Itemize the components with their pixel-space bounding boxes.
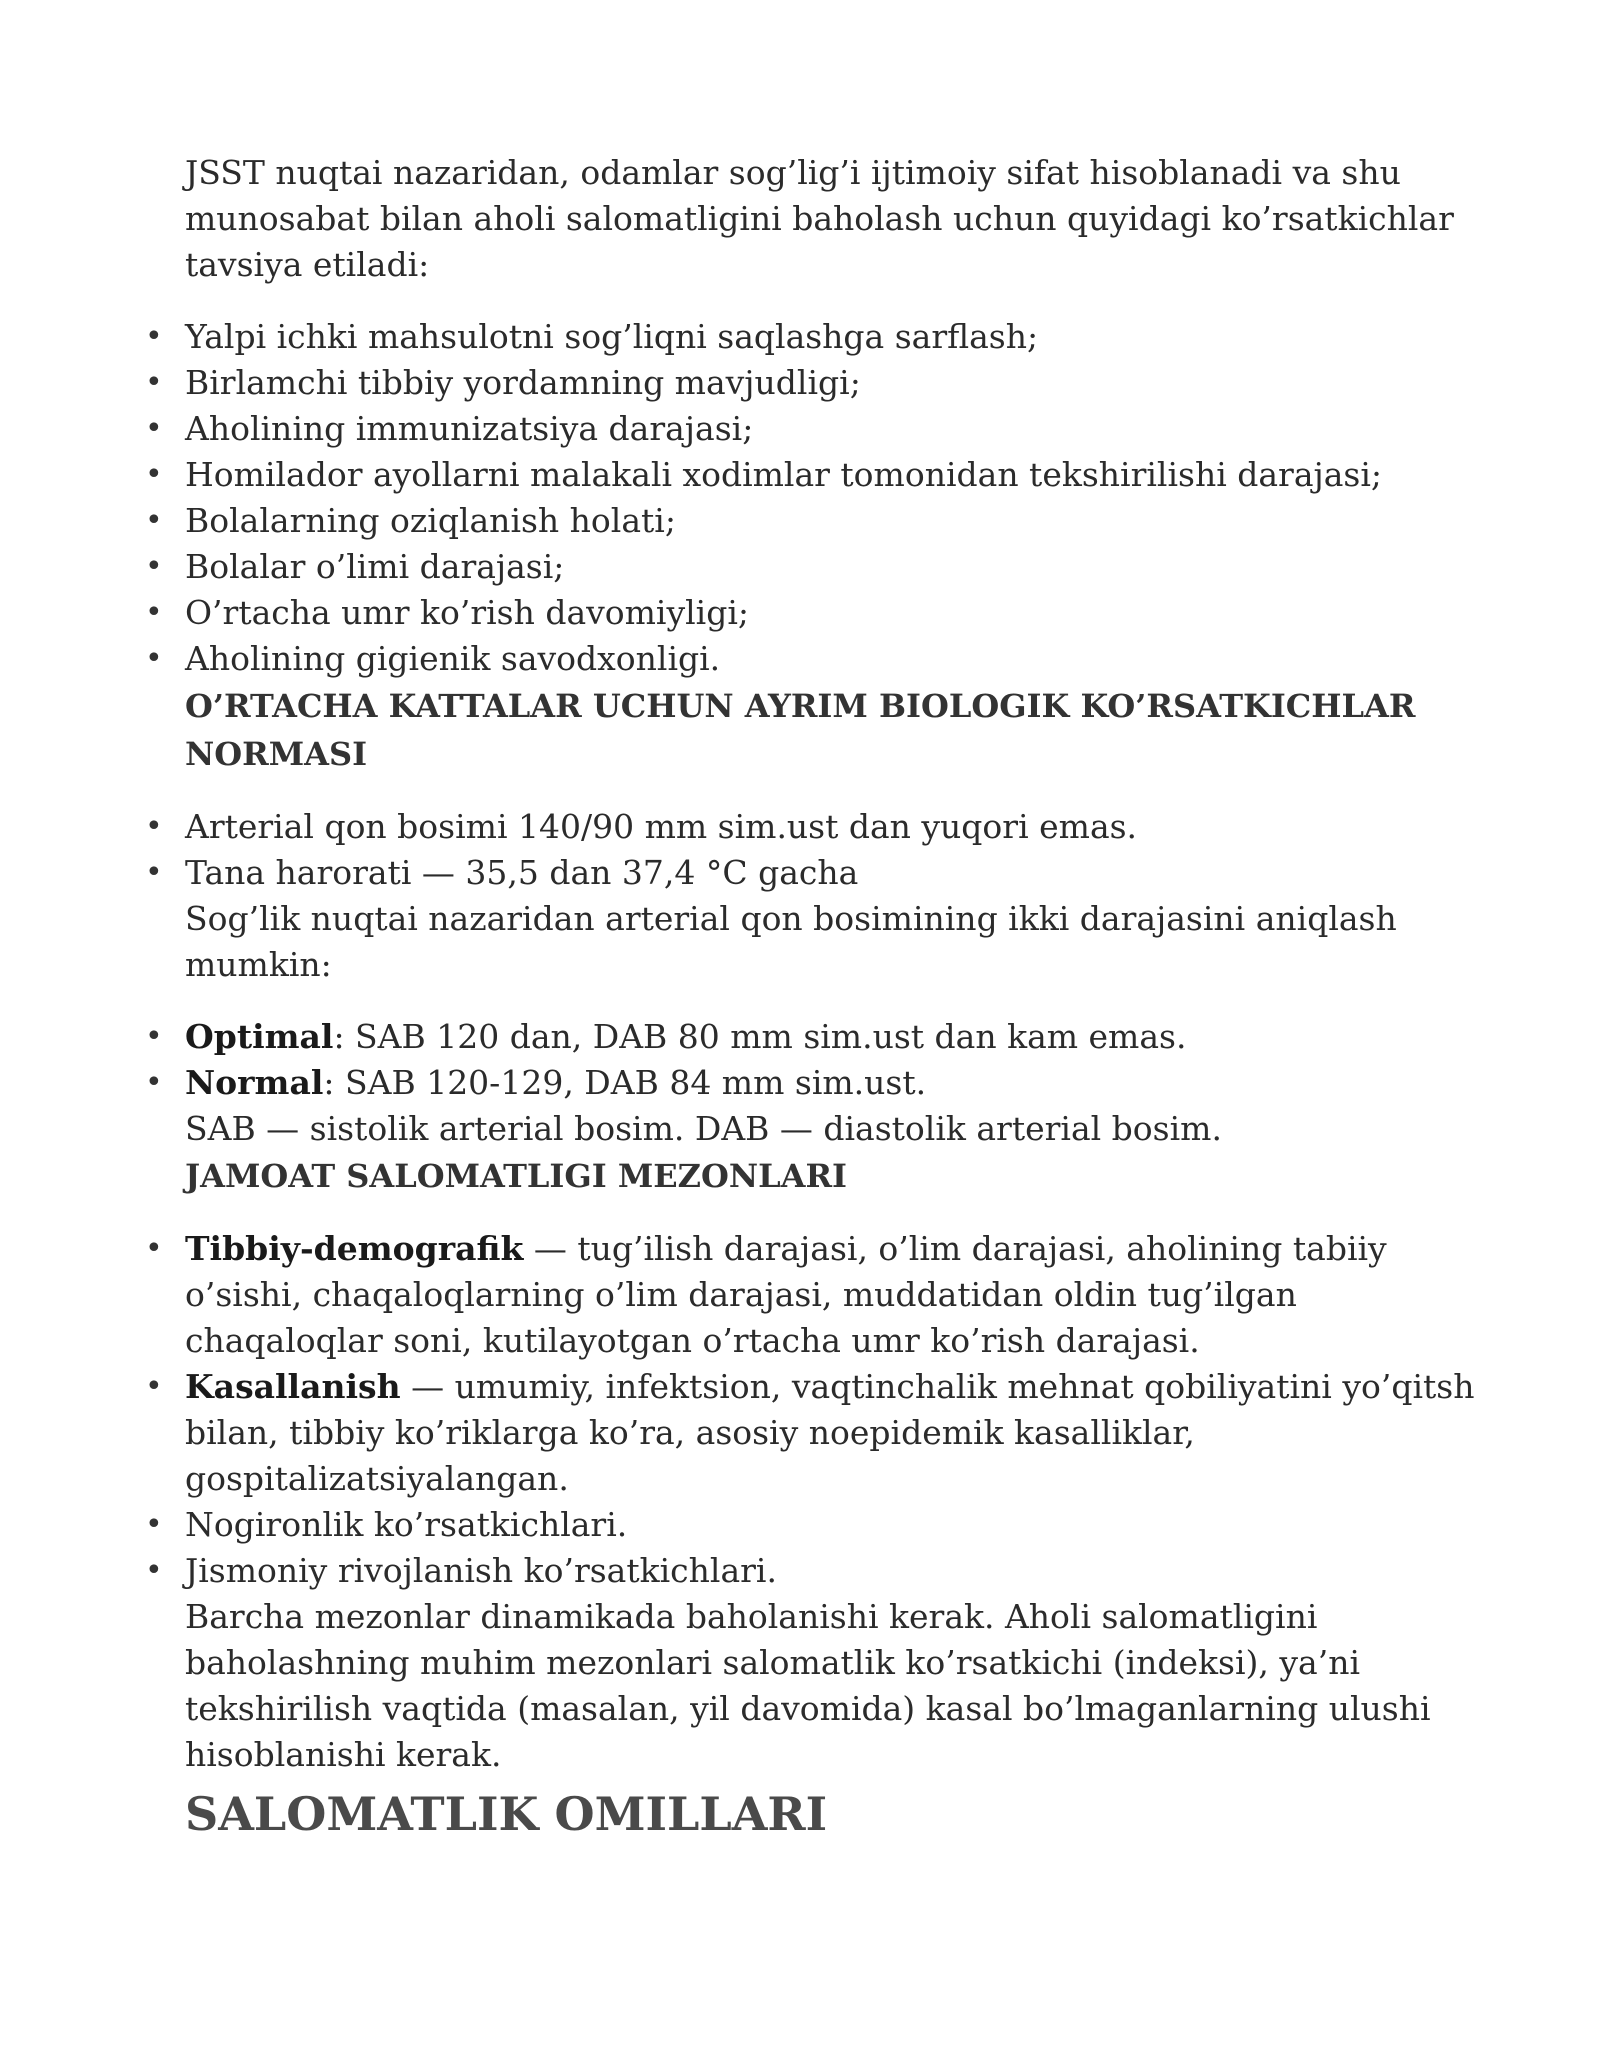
bullet-icon: •	[145, 365, 163, 400]
list-item: • Tibbiy-demografik — tug’ilish darajasi, o’lim darajasi, aholining tabiiy o’sishi, chaqaloqlarning o’lim darajasi, muddatidan oldin tug’ilgan chaqaloqlar soni, kutilayotgan o’rtacha umr ko’rish darajasi.	[185, 1226, 1475, 1364]
list-item: • Tana harorati — 35,5 dan 37,4 °C gacha	[185, 850, 1475, 896]
bullet-icon: •	[145, 1065, 163, 1100]
list-item: • Bolalar o’limi darajasi;	[185, 544, 1475, 590]
bp-abbreviation-note: SAB — sistolik arterial bosim. DAB — diastolik arterial bosim.	[185, 1109, 1222, 1148]
section-heading-criteria: JAMOAT SALOMATLIGI MEZONLARI	[185, 1157, 848, 1195]
document-page	[145, 150, 1475, 1844]
bullet-icon: •	[145, 1231, 163, 1266]
section-heading-health-factors: SALOMATLIK OMILLARI	[185, 1787, 828, 1841]
bullet-icon: •	[145, 1019, 163, 1054]
list-item: • Arterial qon bosimi 140/90 mm sim.ust dan yuqori emas.	[185, 804, 1475, 850]
list-item: • Normal: SAB 120-129, DAB 84 mm sim.ust.	[185, 1060, 1475, 1106]
bullet-icon: •	[145, 595, 163, 630]
bullet-icon: •	[145, 641, 163, 676]
bullet-icon: •	[145, 809, 163, 844]
term-normal: Normal	[185, 1063, 324, 1102]
public-health-criteria-list	[145, 1226, 1475, 1594]
list-item: • Homilador ayollarni malakali xodimlar tomonidan tekshirilishi darajasi;	[185, 452, 1475, 498]
list-item: • O’rtacha umr ko’rish davomiyligi;	[185, 590, 1475, 636]
section-heading-norms: O’RTACHA KATTALAR UCHUN AYRIM BIOLOGIK KO’RSATKICHLAR NORMASI	[185, 687, 1416, 773]
bullet-icon: •	[145, 319, 163, 354]
norms-note: Sog’lik nuqtai nazaridan arterial qon bosimining ikki darajasini aniqlash mumkin:	[185, 899, 1397, 984]
bullet-icon: •	[145, 457, 163, 492]
bullet-icon: •	[145, 1507, 163, 1542]
term-medical-demographic: Tibbiy-demografik	[185, 1229, 524, 1268]
bullet-icon: •	[145, 503, 163, 538]
intro-paragraph: JSST nuqtai nazaridan, odamlar sog’lig’i ijtimoiy sifat hisoblanadi va shu munosabat bilan aholi salomatligini baholash uchun quyidagi ko’rsatkichlar tavsiya etiladi:	[185, 153, 1454, 284]
list-item: • Birlamchi tibbiy yordamning mavjudligi;	[185, 360, 1475, 406]
bullet-icon: •	[145, 549, 163, 584]
health-indicators-list	[145, 314, 1475, 682]
term-morbidity: Kasallanish	[185, 1367, 401, 1406]
list-item: • Yalpi ichki mahsulotni sog’liqni saqlashga sarflash;	[185, 314, 1475, 360]
bullet-icon: •	[145, 1553, 163, 1588]
list-item: • Aholining immunizatsiya darajasi;	[185, 406, 1475, 452]
bullet-icon: •	[145, 855, 163, 890]
criteria-note: Barcha mezonlar dinamikada baholanishi kerak. Aholi salomatligini baholashning muhim mezonlari salomatlik ko’rsatkichi (indeksi), ya’ni tekshirilish vaqtida (masalan, yil davomida) kasal bo’lmaganlarning ulushi hisoblanishi kerak.	[185, 1597, 1431, 1774]
list-item: • Bolalarning oziqlanish holati;	[185, 498, 1475, 544]
list-item: • Jismoniy rivojlanish ko’rsatkichlari.	[185, 1548, 1475, 1594]
list-item: • Kasallanish — umumiy, infektsion, vaqtinchalik mehnat qobiliyatini yo’qitsh bilan, tibbiy ko’riklarga ko’ra, asosiy noepidemik kasalliklar, gospitalizatsiyalangan.	[185, 1364, 1475, 1502]
bullet-icon: •	[145, 411, 163, 446]
list-item: • Optimal: SAB 120 dan, DAB 80 mm sim.ust dan kam emas.	[185, 1014, 1475, 1060]
norms-list	[145, 804, 1475, 896]
list-item: • Nogironlik ko’rsatkichlari.	[185, 1502, 1475, 1548]
blood-pressure-levels-list	[145, 1014, 1475, 1106]
term-optimal: Optimal	[185, 1017, 334, 1056]
bullet-icon: •	[145, 1369, 163, 1404]
list-item: • Aholining gigienik savodxonligi.	[185, 636, 1475, 682]
